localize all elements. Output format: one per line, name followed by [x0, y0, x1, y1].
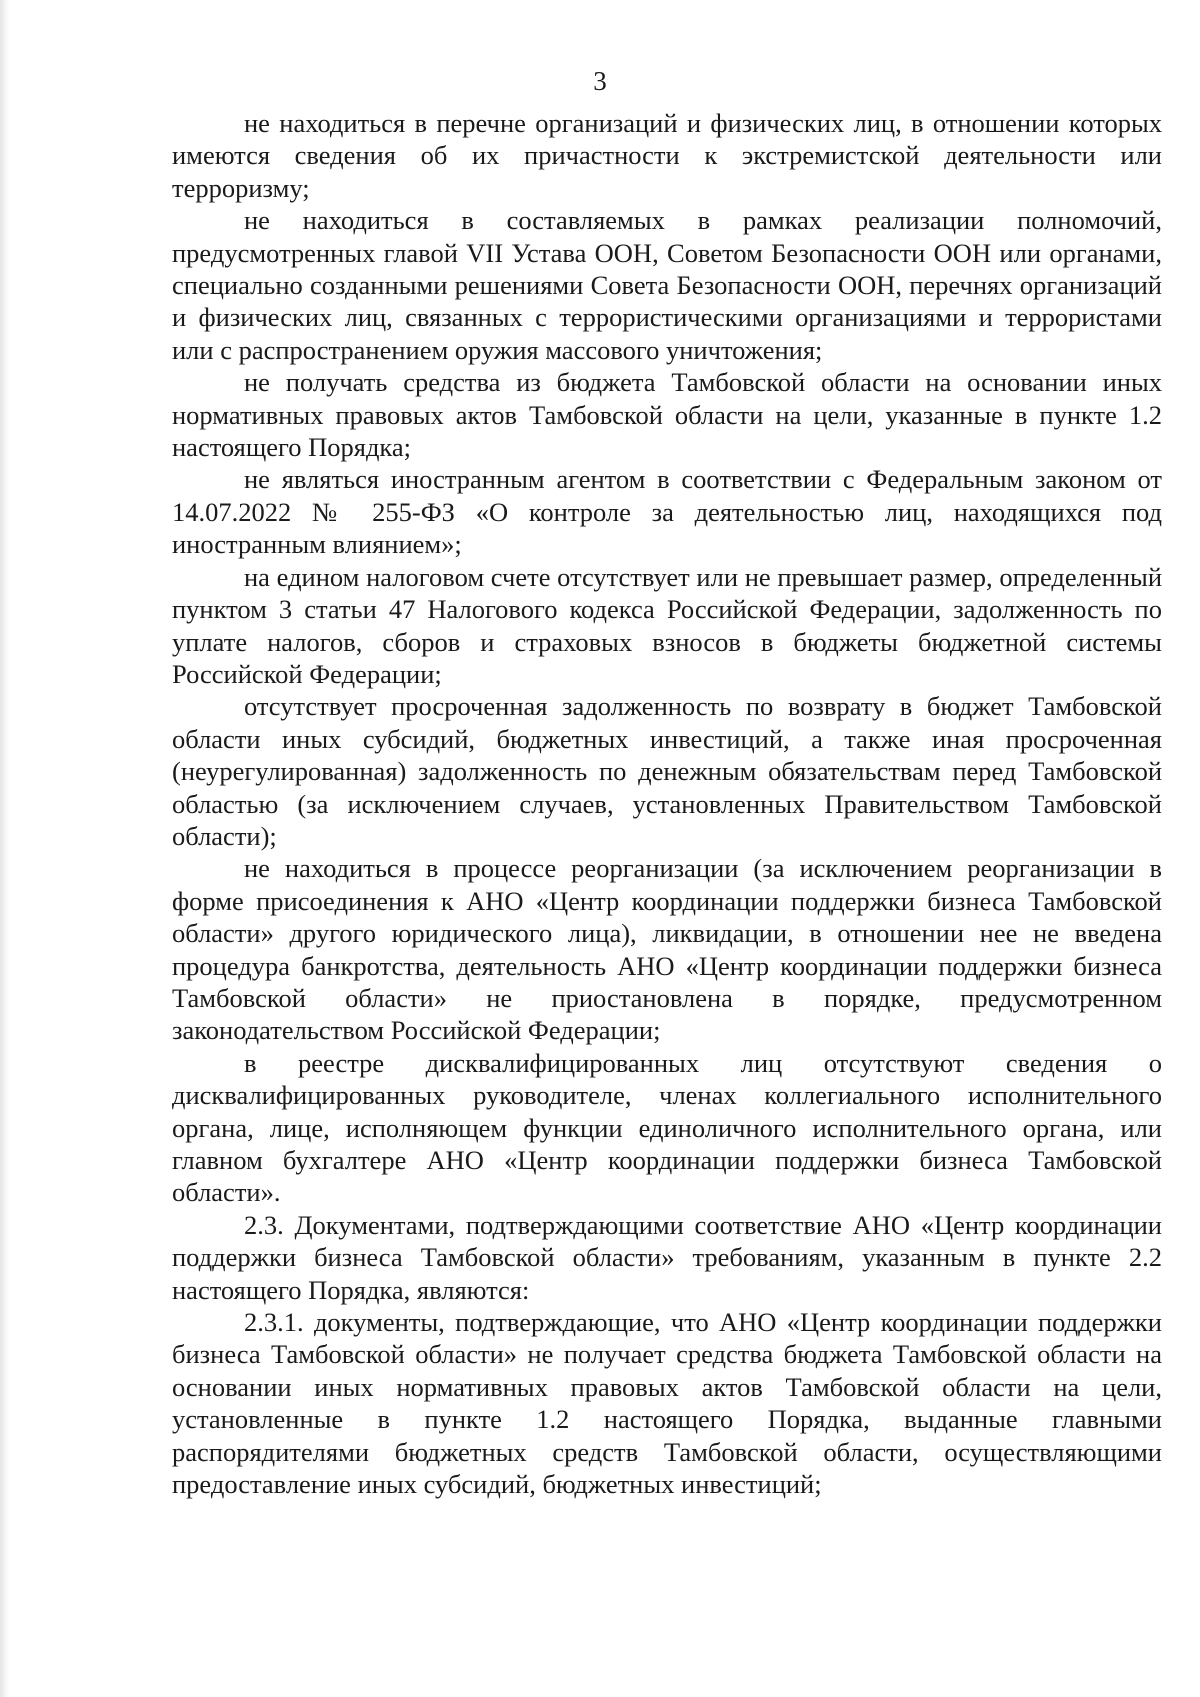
paragraph-2-3: 2.3. Документами, подтверждающими соответствие АНО «Центр координации поддержки бизнеса Тамбовской области» требованиям, указанным в пункте 2.2 настоящего Порядка, являются:	[172, 1209, 1162, 1305]
paragraph-tax-debt: на едином налоговом счете отсутствует или не превышает размер, определенный пунктом 3 статьи 47 Налогового кодекса Российской Федерации, задолженность по уплате налогов, сборов и страховых взносов в бюджеты бюджетной системы Российской Федерации;	[172, 561, 1162, 689]
paragraph-extremism-list: не находиться в перечне организаций и физических лиц, в отношении которых имеются сведения об их причастности к экстремистской деятельности или терроризму;	[172, 108, 1162, 203]
paragraph-un-sanctions-list: не находиться в составляемых в рамках реализации полномочий, предусмотренных главой VII Устава ООН, Советом Безопасности ООН или органами, специально созданными решениями Совета Безопасности ООН, перечнях организаций и физических лиц, связанных с террористическими организациями и террористами или с распространением оружия массового уничтожения;	[172, 205, 1162, 365]
page-number: 3	[593, 66, 607, 96]
document-body	[172, 107, 1162, 1500]
paragraph-reorganization: не находиться в процессе реорганизации (за исключением реорганизации в форме присоединения к АНО «Центр координации поддержки бизнеса Тамбовской области» другого юридического лица), ликвидации, в отношении нее не введена процедура банкротства, деятельность АНО «Центр координации поддержки бизнеса Тамбовской области» не приостановлена в порядке, предусмотренном законодательством Российской Федерации;	[172, 853, 1162, 1046]
paragraph-not-foreign-agent: не являться иностранным агентом в соответствии с Федеральным законом от 14.07.2022 № 255-ФЗ «О контроле за деятельностью лиц, находящихся под иностранным влиянием»;	[172, 464, 1162, 560]
paragraph-disqualified-persons: в реестре дисквалифицированных лиц отсутствуют сведения о дисквалифицированных руководителе, членах коллегиального исполнительного органа, лице, исполняющем функции единоличного исполнительного органа, или главном бухгалтере АНО «Центр координации поддержки бизнеса Тамбовской области».	[172, 1047, 1162, 1208]
paragraph-overdue-debt: отсутствует просроченная задолженность по возврату в бюджет Тамбовской области иных субсидий, бюджетных инвестиций, а также иная просроченная (неурегулированная) задолженность по денежным обязательствам перед Тамбовской областью (за исключением случаев, установленных Правительством Тамбовской области);	[172, 691, 1162, 851]
paragraph-2-3-1: 2.3.1. документы, подтверждающие, что АНО «Центр координации поддержки бизнеса Тамбовской области» не получает средства бюджета Тамбовской области на основании иных нормативных правовых актов Тамбовской области на цели, установленные в пункте 1.2 настоящего Порядка, выданные главными распорядителями бюджетных средств Тамбовской области, осуществляющими предоставление иных субсидий, бюджетных инвестиций;	[172, 1307, 1162, 1500]
paragraph-no-other-budget-funds: не получать средства из бюджета Тамбовской области на основании иных нормативных правовых актов Тамбовской области на цели, указанные в пункте 1.2 настоящего Порядка;	[172, 367, 1162, 463]
scan-edge-shadow	[0, 0, 10, 1697]
